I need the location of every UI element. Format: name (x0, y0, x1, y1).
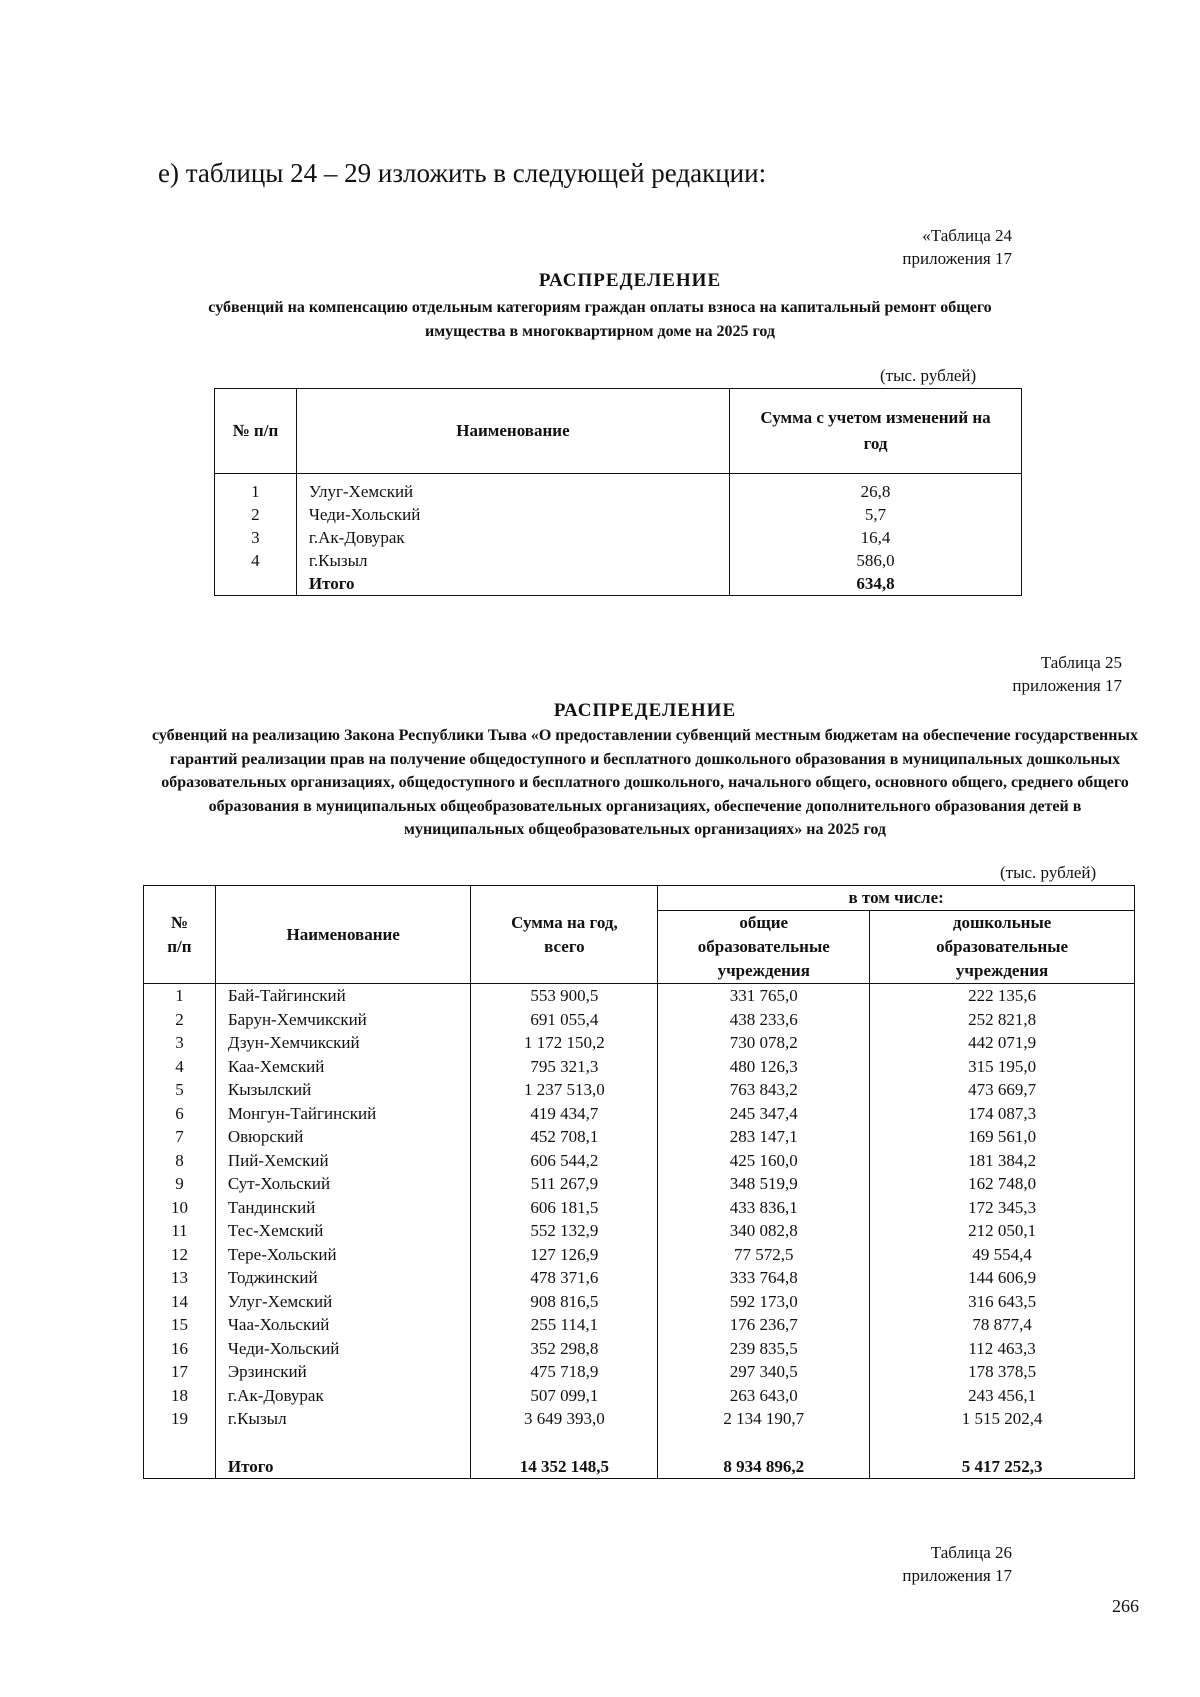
table24-caption (800, 224, 1012, 270)
row-name: Чеди-Хольский (215, 1337, 471, 1361)
row-general: 763 843,2 (658, 1078, 870, 1102)
row-preschool: 169 561,0 (870, 1125, 1135, 1149)
row-sum: 691 055,4 (471, 1008, 658, 1032)
total-num (144, 1455, 216, 1479)
spacer-row (144, 1431, 1135, 1455)
table-row (144, 1313, 1135, 1337)
intro-text: е) таблицы 24 – 29 изложить в следующей редакции: (158, 158, 767, 188)
table-row (215, 526, 1022, 549)
row-name: Улуг-Хемский (215, 1290, 471, 1314)
table25-header-num-text: № п/п (167, 912, 192, 956)
row-num: 12 (144, 1243, 216, 1267)
page-number: 266 (1112, 1596, 1139, 1616)
table-row (144, 1266, 1135, 1290)
table-row (144, 1031, 1135, 1055)
table25-header-sum-text: Сумма на год, всего (511, 912, 618, 956)
row-preschool: 1 515 202,4 (870, 1407, 1135, 1431)
row-preschool: 112 463,3 (870, 1337, 1135, 1361)
row-num: 14 (144, 1290, 216, 1314)
row-sum: 606 181,5 (471, 1196, 658, 1220)
row-sum: 352 298,8 (471, 1337, 658, 1361)
row-general: 730 078,2 (658, 1031, 870, 1055)
table-row (144, 1337, 1135, 1361)
row-num: 19 (144, 1407, 216, 1431)
row-general: 263 643,0 (658, 1384, 870, 1408)
row-num: 17 (144, 1360, 216, 1384)
row-sum: 795 321,3 (471, 1055, 658, 1079)
total-sum: 14 352 148,5 (471, 1455, 658, 1479)
row-num: 7 (144, 1125, 216, 1149)
row-num: 13 (144, 1266, 216, 1290)
row-sum: 552 132,9 (471, 1219, 658, 1243)
table-row (215, 474, 1022, 504)
table24-header-sum-text: Сумма с учетом изменений на год (760, 408, 991, 453)
row-num: 15 (144, 1313, 216, 1337)
table-row (144, 1384, 1135, 1408)
row-sum: 511 267,9 (471, 1172, 658, 1196)
row-general: 348 519,9 (658, 1172, 870, 1196)
row-name: Эрзинский (215, 1360, 471, 1384)
row-general: 331 765,0 (658, 984, 870, 1008)
row-num: 10 (144, 1196, 216, 1220)
table-row (144, 1102, 1135, 1126)
table24-header-num: № п/п (215, 389, 297, 474)
row-general: 239 835,5 (658, 1337, 870, 1361)
table-row (144, 1360, 1135, 1384)
row-sum: 908 816,5 (471, 1290, 658, 1314)
row-general: 592 173,0 (658, 1290, 870, 1314)
total-preschool: 5 417 252,3 (870, 1455, 1135, 1479)
row-name: г.Ак-Довурак (296, 526, 729, 549)
row-num: 3 (144, 1031, 216, 1055)
table25-caption-line1: Таблица 25 (1040, 653, 1122, 672)
row-sum: 5,7 (730, 503, 1022, 526)
row-general: 480 126,3 (658, 1055, 870, 1079)
row-num: 5 (144, 1078, 216, 1102)
row-sum: 1 237 513,0 (471, 1078, 658, 1102)
table-row (144, 1196, 1135, 1220)
table-row (144, 1219, 1135, 1243)
row-general: 77 572,5 (658, 1243, 870, 1267)
table25-header-sum (471, 886, 658, 984)
table26-caption-line2: приложения 17 (902, 1566, 1012, 1585)
row-preschool: 181 384,2 (870, 1149, 1135, 1173)
row-sum: 127 126,9 (471, 1243, 658, 1267)
row-name: Улуг-Хемский (296, 474, 729, 504)
total-sum: 634,8 (730, 572, 1022, 596)
row-general: 433 836,1 (658, 1196, 870, 1220)
table25-header-num (144, 886, 216, 984)
row-name: Тес-Хемский (215, 1219, 471, 1243)
total-label: Итого (215, 1455, 471, 1479)
row-preschool: 243 456,1 (870, 1384, 1135, 1408)
row-name: Каа-Хемский (215, 1055, 471, 1079)
table-row (144, 1149, 1135, 1173)
table-row (144, 1008, 1135, 1032)
table25-header-general-text: общие образовательные учреждения (697, 913, 830, 980)
row-sum: 3 649 393,0 (471, 1407, 658, 1431)
row-num: 16 (144, 1337, 216, 1361)
row-sum: 452 708,1 (471, 1125, 658, 1149)
row-preschool: 178 378,5 (870, 1360, 1135, 1384)
row-num: 18 (144, 1384, 216, 1408)
table25 (143, 885, 1135, 1479)
row-name: Барун-Хемчикский (215, 1008, 471, 1032)
row-name: Бай-Тайгинский (215, 984, 471, 1008)
table-row (215, 549, 1022, 572)
row-preschool: 49 554,4 (870, 1243, 1135, 1267)
row-num: 8 (144, 1149, 216, 1173)
row-name: Чеди-Хольский (296, 503, 729, 526)
row-num: 2 (215, 503, 297, 526)
row-name: Овюрский (215, 1125, 471, 1149)
row-preschool: 252 821,8 (870, 1008, 1135, 1032)
table25-header-preschool (870, 911, 1135, 984)
row-sum: 478 371,6 (471, 1266, 658, 1290)
row-preschool: 316 643,5 (870, 1290, 1135, 1314)
row-num: 11 (144, 1219, 216, 1243)
row-preschool: 144 606,9 (870, 1266, 1135, 1290)
row-num: 1 (144, 984, 216, 1008)
row-general: 340 082,8 (658, 1219, 870, 1243)
table25-subtitle: субвенций на реализацию Закона Республики Тыва «О предоставлении субвенций местным бюджетам на обеспечение государственных гарантий реализации прав на получение общедоступного и бесплатного дошкольного образования в муниципальных дошкольных образовательных организациях, общедоступного и бесплатного дошкольного, начального общего, основного общего, среднего общего образования в муниципальных общеобразовательных организациях, обеспечение дополнительного образования детей в муниципальных общеобразовательных организациях» на 2025 год (152, 727, 1138, 838)
row-sum: 255 114,1 (471, 1313, 658, 1337)
row-general: 333 764,8 (658, 1266, 870, 1290)
row-name: Тере-Хольский (215, 1243, 471, 1267)
row-general: 297 340,5 (658, 1360, 870, 1384)
table25-body (144, 984, 1135, 1479)
table-row (144, 1078, 1135, 1102)
row-general: 2 134 190,7 (658, 1407, 870, 1431)
row-sum: 553 900,5 (471, 984, 658, 1008)
row-general: 425 160,0 (658, 1149, 870, 1173)
row-name: Чаа-Хольский (215, 1313, 471, 1337)
row-preschool: 172 345,3 (870, 1196, 1135, 1220)
table25-header-preschool-text: дошкольные образовательные учреждения (936, 913, 1069, 980)
total-row (144, 1455, 1135, 1479)
row-name: Монгун-Тайгинский (215, 1102, 471, 1126)
row-general: 245 347,4 (658, 1102, 870, 1126)
table25-caption-line2: приложения 17 (1012, 676, 1122, 695)
table25-header-group: в том числе: (658, 886, 1135, 911)
row-sum: 475 718,9 (471, 1360, 658, 1384)
row-sum: 16,4 (730, 526, 1022, 549)
table26-caption (800, 1541, 1012, 1587)
table24-header-name: Наименование (296, 389, 729, 474)
row-sum: 586,0 (730, 549, 1022, 572)
row-name: г.Кызыл (215, 1407, 471, 1431)
table24-caption-line2: приложения 17 (902, 249, 1012, 268)
table-row (144, 1125, 1135, 1149)
row-num: 4 (215, 549, 297, 572)
table24-units: (тыс. рублей) (880, 366, 977, 385)
table26-caption-line1: Таблица 26 (930, 1543, 1012, 1562)
row-preschool: 222 135,6 (870, 984, 1135, 1008)
table-row (144, 984, 1135, 1008)
row-general: 438 233,6 (658, 1008, 870, 1032)
row-name: Пий-Хемский (215, 1149, 471, 1173)
row-num: 1 (215, 474, 297, 504)
row-preschool: 78 877,4 (870, 1313, 1135, 1337)
table24-heading: РАСПРЕДЕЛЕНИЕ (538, 270, 722, 291)
row-sum: 26,8 (730, 474, 1022, 504)
table25-header-name: Наименование (215, 886, 471, 984)
table25-header-general (658, 911, 870, 984)
row-name: г.Кызыл (296, 549, 729, 572)
row-sum: 419 434,7 (471, 1102, 658, 1126)
row-general: 176 236,7 (658, 1313, 870, 1337)
row-num: 3 (215, 526, 297, 549)
row-num: 2 (144, 1008, 216, 1032)
total-label: Итого (296, 572, 729, 596)
table-row (144, 1172, 1135, 1196)
total-row (215, 572, 1022, 596)
row-sum: 507 099,1 (471, 1384, 658, 1408)
row-name: г.Ак-Довурак (215, 1384, 471, 1408)
table-row (144, 1407, 1135, 1431)
row-preschool: 315 195,0 (870, 1055, 1135, 1079)
row-name: Тоджинский (215, 1266, 471, 1290)
row-preschool: 162 748,0 (870, 1172, 1135, 1196)
row-preschool: 212 050,1 (870, 1219, 1135, 1243)
row-name: Дзун-Хемчикский (215, 1031, 471, 1055)
table-row (144, 1243, 1135, 1267)
row-num: 4 (144, 1055, 216, 1079)
table24 (214, 388, 1022, 596)
table25-units: (тыс. рублей) (1000, 863, 1097, 882)
table24-caption-line1: «Таблица 24 (922, 226, 1012, 245)
row-sum: 606 544,2 (471, 1149, 658, 1173)
row-preschool: 174 087,3 (870, 1102, 1135, 1126)
table-row (215, 503, 1022, 526)
row-preschool: 442 071,9 (870, 1031, 1135, 1055)
row-num: 9 (144, 1172, 216, 1196)
row-sum: 1 172 150,2 (471, 1031, 658, 1055)
row-name: Тандинский (215, 1196, 471, 1220)
table25-caption (860, 651, 1122, 697)
row-name: Сут-Хольский (215, 1172, 471, 1196)
row-name: Кызылский (215, 1078, 471, 1102)
row-preschool: 473 669,7 (870, 1078, 1135, 1102)
table-row (144, 1290, 1135, 1314)
table24-header-sum (730, 389, 1022, 474)
total-general: 8 934 896,2 (658, 1455, 870, 1479)
row-general: 283 147,1 (658, 1125, 870, 1149)
total-num (215, 572, 297, 596)
table25-heading: РАСПРЕДЕЛЕНИЕ (553, 700, 737, 721)
table-row (144, 1055, 1135, 1079)
row-num: 6 (144, 1102, 216, 1126)
table24-subtitle: субвенций на компенсацию отдельным категориям граждан оплаты взноса на капитальный ремонт общего имущества в многоквартирном доме на 2025 год (208, 299, 992, 340)
